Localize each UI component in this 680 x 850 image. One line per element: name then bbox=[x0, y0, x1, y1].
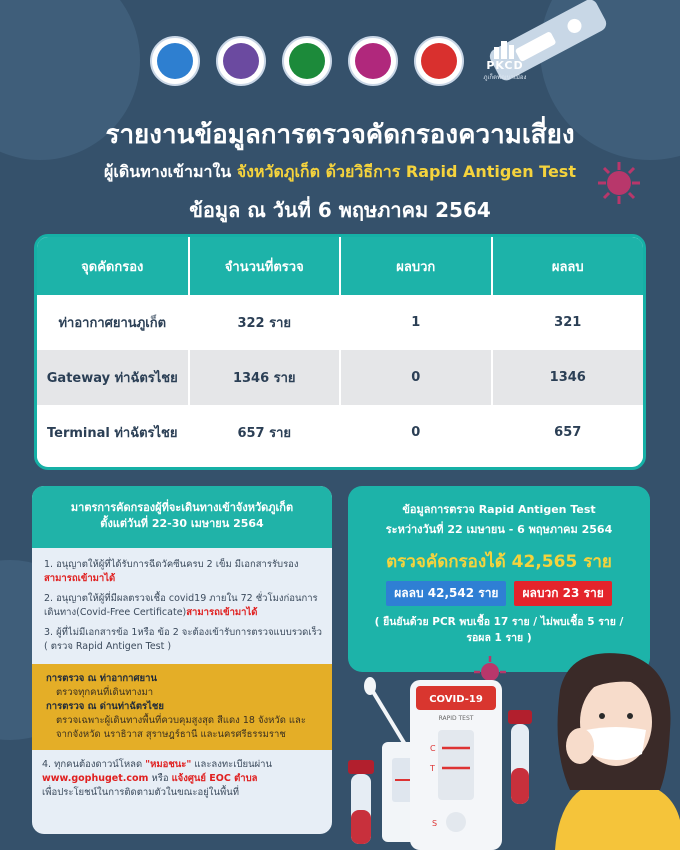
kit-sublabel: RAPID TEST bbox=[438, 715, 474, 722]
column-header: ผลบวก bbox=[340, 237, 492, 295]
measures-title-line2: ตั้งแต่วันที่ 22-30 เมษายน 2564 bbox=[100, 517, 264, 530]
table-row bbox=[37, 295, 643, 350]
screening-table bbox=[34, 234, 646, 470]
measures-panel bbox=[32, 486, 332, 834]
list-item: 1. อนุญาตให้ผู้ที่ได้รับการฉีดวัคซีนครบ 2 เข็ม มีเอกสารรับรอง สามารถเข้ามาได้ bbox=[44, 559, 299, 584]
table-cell: Terminal ท่าฉัตรไชย bbox=[37, 405, 189, 460]
sample-tube-icon bbox=[348, 760, 374, 844]
sample-tube-icon bbox=[508, 710, 532, 804]
measures-list bbox=[32, 548, 332, 664]
table-cell: 1 bbox=[340, 295, 492, 350]
allowed-label: สามารถเข้ามาได้ bbox=[186, 607, 258, 618]
measures-title bbox=[32, 486, 332, 548]
table-cell: 322 ราย bbox=[189, 295, 341, 350]
table-cell: Gateway ท่าฉัตรไชย bbox=[37, 350, 189, 405]
checkpoint-heading: การตรวจ ณ ด่านท่าฉัตรไชย bbox=[46, 701, 164, 712]
table-cell: 657 ราย bbox=[189, 405, 341, 460]
building-icon bbox=[492, 41, 518, 59]
pkcd-subtitle: ภูเก็ตพัฒนาเมือง bbox=[483, 73, 527, 81]
table-row bbox=[37, 405, 643, 460]
table-cell: 321 bbox=[492, 295, 644, 350]
pkcd-logo bbox=[480, 36, 530, 86]
table-cell: 1346 bbox=[492, 350, 644, 405]
list-item: 3. ผู้ที่ไม่มีเอกสารข้อ 1หรือ ข้อ 2 จะต้องเข้ารับการตรวจแบบรวดเร็ว ( ตรวจ Rapid Antigen Test ) bbox=[44, 627, 323, 652]
registration-info: 4. ทุกคนต้องดาวน์โหลด "หมอชนะ" และลงทะเบียนผ่าน www.gophuget.com หรือ แจ้งศูนย์ EOC ตำบล เพื่อประโยชน์ในการติดตามตัวในขณะอยู่ในพื้นที่ bbox=[42, 759, 272, 798]
list-item: 2. อนุญาตให้ผู้ที่มีผลตรวจเชื้อ covid19 ภายใน 72 ชั่วโมงก่อนการเดินทาง(Covid-Free Certificate)สามารถเข้ามาได้ bbox=[44, 593, 318, 618]
airport-text: ตรวจทุกคนที่เดินทางมา bbox=[56, 687, 154, 698]
pkcd-title: PKCD bbox=[486, 58, 524, 72]
table-cell: ท่าอากาศยานภูเก็ต bbox=[37, 295, 189, 350]
swab-icon bbox=[364, 677, 406, 746]
summary-note: ( ยืนยันด้วย PCR พบเชื้อ 17 ราย / ไม่พบเชื้อ 5 ราย / รอผล 1 ราย ) bbox=[374, 616, 624, 644]
kit-t-mark: T bbox=[430, 764, 435, 773]
table-row bbox=[37, 350, 643, 405]
checkpoint-text: ตรวจเฉพาะผู้เดินทางพื้นที่ควบคุมสูงสุด สีแดง 18 จังหวัด และจากจังหวัด นราธิวาส สุราษฎร์ธานี และนครศรีธรรมราช bbox=[56, 715, 306, 740]
kit-label: COVID-19 bbox=[429, 694, 483, 705]
positive-badge: ผลบวก 23 ราย bbox=[514, 581, 611, 606]
report-date: ข้อมูล ณ วันที่ 6 พฤษภาคม 2564 bbox=[189, 198, 491, 222]
table-cell: 0 bbox=[340, 350, 492, 405]
illustration bbox=[340, 650, 680, 850]
subtitle-highlight: จังหวัดภูเก็ต ด้วยวิธีการ Rapid Antigen Test bbox=[236, 162, 576, 181]
summary-line2: ระหว่างวันที่ 22 เมษายน - 6 พฤษภาคม 2564 bbox=[385, 523, 613, 536]
column-header: จุดคัดกรอง bbox=[37, 237, 189, 295]
airport-heading: การตรวจ ณ ท่าอากาศยาน bbox=[46, 673, 157, 684]
public-health-logo bbox=[282, 36, 332, 86]
column-header: ผลลบ bbox=[492, 237, 644, 295]
checkpoint-info bbox=[32, 664, 332, 750]
table-header-row bbox=[37, 237, 643, 295]
disease-control-logo bbox=[348, 36, 398, 86]
table-cell: 0 bbox=[340, 405, 492, 460]
information-center-logo bbox=[414, 36, 464, 86]
app-name: "หมอชนะ" bbox=[145, 759, 192, 770]
summary-total: ตรวจคัดกรองได้ 42,565 ราย bbox=[386, 552, 612, 572]
page-subtitle bbox=[0, 160, 680, 185]
summary-line1: ข้อมูลการตรวจ Rapid Antigen Test bbox=[402, 503, 596, 516]
allowed-label: สามารถเข้ามาได้ bbox=[44, 573, 116, 584]
registration-link[interactable]: www.gophuget.com bbox=[42, 773, 149, 784]
phuket-province-logo bbox=[150, 36, 200, 86]
negative-badge: ผลลบ 42,542 ราย bbox=[386, 581, 506, 606]
worried-person-icon bbox=[555, 653, 680, 850]
kit-c-mark: C bbox=[430, 744, 436, 753]
page-title: รายงานข้อมูลการตรวจคัดกรองความเสี่ยง bbox=[105, 120, 575, 150]
table-cell: 657 bbox=[492, 405, 644, 460]
eoc-label: แจ้งศูนย์ EOC ตำบล bbox=[171, 773, 258, 784]
subtitle-prefix: ผู้เดินทางเข้ามาใน bbox=[104, 162, 232, 181]
table-cell: 1346 ราย bbox=[189, 350, 341, 405]
summary-panel bbox=[348, 486, 650, 672]
column-header: จำนวนที่ตรวจ bbox=[189, 237, 341, 295]
logo-bar bbox=[0, 36, 680, 86]
measures-title-line1: มาตรการคัดกรองผู้ที่จะเดินทางเข้าจังหวัดภูเก็ต bbox=[70, 501, 294, 514]
test-kit-icon bbox=[410, 680, 502, 850]
kit-s-mark: S bbox=[432, 819, 438, 828]
ministry-seal-logo bbox=[216, 36, 266, 86]
result-badges bbox=[348, 581, 650, 606]
